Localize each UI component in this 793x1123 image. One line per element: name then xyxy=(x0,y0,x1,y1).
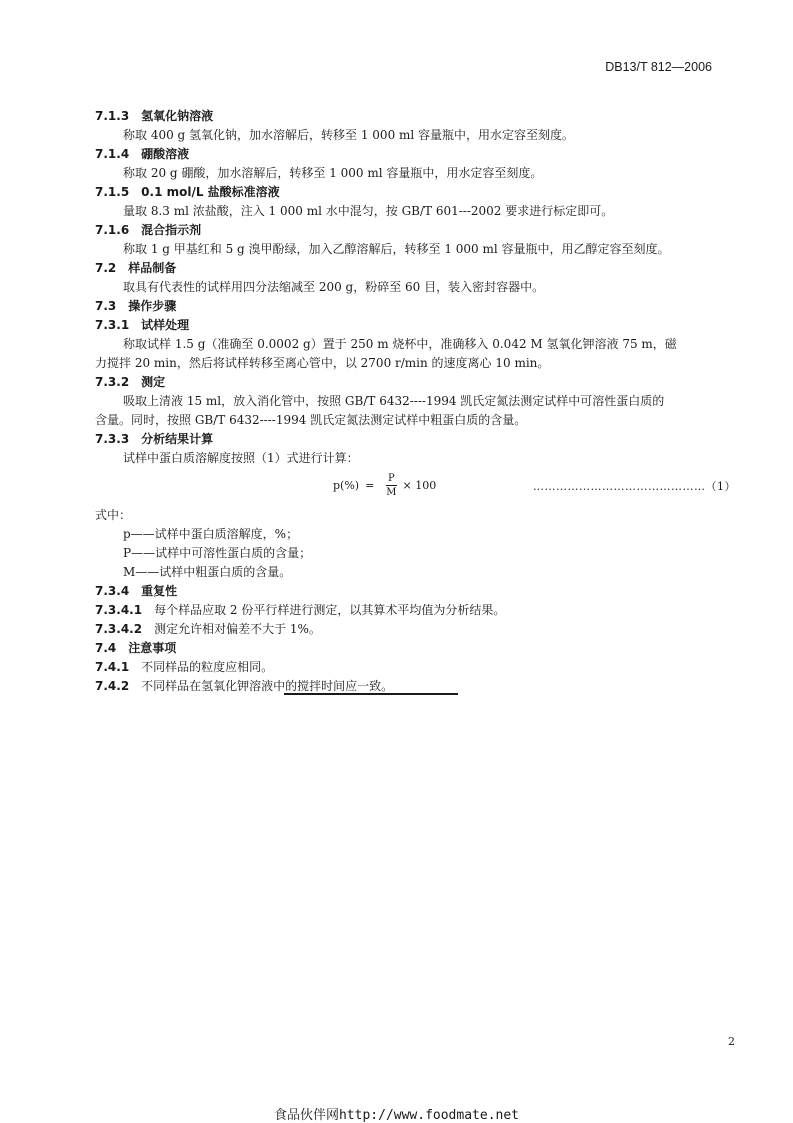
section-title: 样品制备 xyxy=(128,261,177,275)
section-title: 测定 xyxy=(141,375,166,389)
clause-text: 每个样品应取 2 份平行样进行测定，以其算术平均值为分析结果。 xyxy=(154,603,506,617)
section-number: 7.3.4 xyxy=(95,584,130,598)
paragraph-line: 含量。同时，按照 GB/T 6432----1994 凯氏定氮法测定试样中粗蛋白质的含量。 xyxy=(95,413,527,427)
numbered-clause xyxy=(95,658,740,677)
paragraph-line: 吸取上清液 15 ml，放入消化管中，按照 GB/T 6432----1994 凯氏定氮法测定试样中可溶性蛋白质的 xyxy=(123,394,665,408)
document-body xyxy=(95,107,740,696)
paragraph-line: M——试样中粗蛋白质的含量。 xyxy=(123,565,292,579)
section-number: 7.4 xyxy=(95,641,117,655)
clause-number: 7.3.4.1 xyxy=(95,603,143,617)
paragraph-line: p——试样中蛋白质溶解度，%； xyxy=(123,527,299,541)
section-title: 重复性 xyxy=(141,584,178,598)
section-number: 7.1.3 xyxy=(95,109,130,123)
section-title: 注意事项 xyxy=(128,641,177,655)
formula-expression xyxy=(333,472,436,499)
section-number: 7.3 xyxy=(95,299,117,313)
formula-lhs: p(%) xyxy=(333,479,360,492)
sections-after-formula xyxy=(95,506,740,696)
clause-text: 不同样品的粒度应相同。 xyxy=(141,660,274,674)
clause-number: 7.3.4.2 xyxy=(95,622,143,636)
section-heading xyxy=(95,373,740,392)
section-heading xyxy=(95,639,740,658)
section-number: 7.1.6 xyxy=(95,223,130,237)
section-title: 操作步骤 xyxy=(128,299,177,313)
section-heading xyxy=(95,297,740,316)
paragraph-line: 称取 20 g 硼酸，加水溶解后，转移至 1 000 ml 容量瓶中，用水定容至刻度。 xyxy=(123,166,543,180)
document-code: DB13/T 812—2006 xyxy=(605,60,712,74)
section-heading xyxy=(95,183,740,202)
formula-reference: ………………………………………（1） xyxy=(533,480,736,493)
formula-1 xyxy=(95,468,740,506)
numbered-clause xyxy=(95,601,740,620)
formula-fraction xyxy=(384,472,398,499)
section-title: 0.1 mol/L 盐酸标准溶液 xyxy=(141,185,280,199)
formula-equals: = xyxy=(365,479,375,492)
page-number: 2 xyxy=(728,1035,735,1048)
section-number: 7.3.3 xyxy=(95,432,130,446)
footer-watermark: 食品伙伴网http://www.foodmate.net xyxy=(273,1108,519,1123)
numbered-clause xyxy=(95,620,740,639)
paragraph-line: 力搅拌 20 min，然后将试样转移至离心管中，以 2700 r/min 的速度离心 10 min。 xyxy=(95,356,550,370)
paragraph-line: 式中： xyxy=(95,508,132,522)
section-number: 7.1.5 xyxy=(95,185,130,199)
section-heading xyxy=(95,582,740,601)
section-heading xyxy=(95,316,740,335)
formula-numerator: P xyxy=(388,473,395,484)
section-title: 氢氧化钠溶液 xyxy=(141,109,214,123)
section-title: 硼酸溶液 xyxy=(141,147,190,161)
section-number: 7.2 xyxy=(95,261,117,275)
section-title: 混合指示剂 xyxy=(141,223,202,237)
section-title: 试样处理 xyxy=(141,318,190,332)
paragraph-line: 称取 400 g 氢氧化钠，加水溶解后，转移至 1 000 ml 容量瓶中，用水定容至刻度。 xyxy=(123,128,575,142)
paragraph-line: 试样中蛋白质溶解度按照（1）式进行计算： xyxy=(123,451,359,465)
section-heading xyxy=(95,145,740,164)
section-heading xyxy=(95,107,740,126)
end-rule xyxy=(284,693,458,695)
clause-text: 不同样品在氢氧化钾溶液中的搅拌时间应一致。 xyxy=(141,679,394,693)
section-number: 7.3.1 xyxy=(95,318,130,332)
section-heading xyxy=(95,430,740,449)
section-heading xyxy=(95,221,740,240)
clause-number: 7.4.1 xyxy=(95,660,130,674)
paragraph-line: 称取 1 g 甲基红和 5 g 溴甲酚绿，加入乙醇溶解后，转移至 1 000 ml 容量瓶中，用乙醇定容至刻度。 xyxy=(123,242,670,256)
clause-number: 7.4.2 xyxy=(95,679,130,693)
paragraph-line: P——试样中可溶性蛋白质的含量； xyxy=(123,546,312,560)
paragraph-line: 量取 8.3 ml 浓盐酸，注入 1 000 ml 水中混匀，按 GB/T 601---2002 要求进行标定即可。 xyxy=(123,204,614,218)
paragraph-line: 称取试样 1.5 g（准确至 0.0002 g）置于 250 m 烧杯中，准确移入 0.042 M 氢氧化钾溶液 75 m，磁 xyxy=(123,337,677,351)
sections-before-formula xyxy=(95,107,740,468)
clause-text: 测定允许相对偏差不大于 1%。 xyxy=(154,622,321,636)
section-heading xyxy=(95,259,740,278)
paragraph-line: 取具有代表性的试样用四分法缩减至 200 g，粉碎至 60 目，装入密封容器中。 xyxy=(123,280,545,294)
section-number: 7.1.4 xyxy=(95,147,130,161)
section-title: 分析结果计算 xyxy=(141,432,214,446)
formula-tail: × 100 xyxy=(402,479,437,492)
formula-denominator: M xyxy=(386,487,397,498)
section-number: 7.3.2 xyxy=(95,375,130,389)
